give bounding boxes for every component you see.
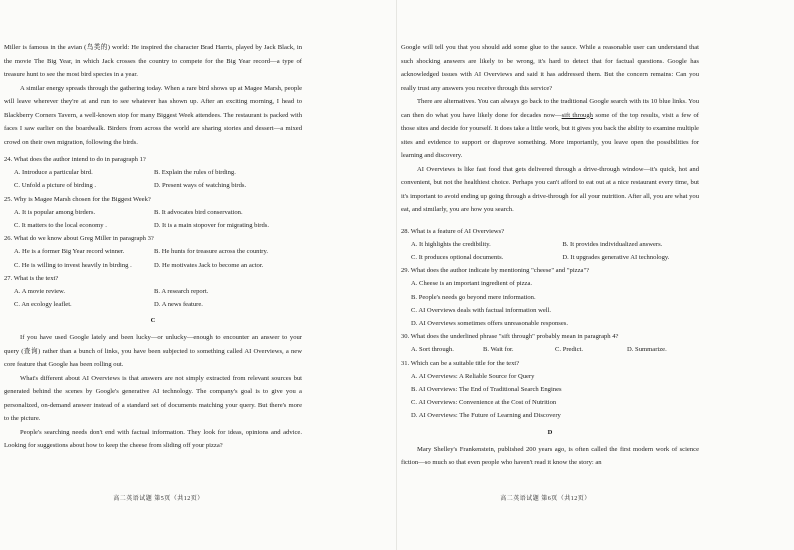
option: D. Summarize. [627,346,667,354]
option: C. AI Overviews deals with factual information well. [411,306,552,314]
question-options [401,343,699,356]
text-span: some of the top results, visit a few of those sites and decide for yourself. It does take a little work, but it gives you back the ability to examine multiple sites and evidence to support or disprove something. More importantly, you leave open the possibilities for learning and discovery. [401,111,699,159]
option: A. A movie review. [14,288,66,296]
option: A. AI Overviews: A Reliable Source for Query [411,372,535,380]
option: B. AI Overviews: The End of Traditional Search Engines [411,385,562,393]
question-options [4,166,302,179]
option: A. Cheese is an important ingredient of pizza. [411,280,533,288]
option: C. It matters to the local economy . [14,222,107,230]
option: B. He hunts for treasure across the country. [154,248,269,256]
question-stem: 29. What does the author indicate by mentioning "cheese" and "pizza"? [401,267,590,275]
option: C. He is willing to invest heavily in birding . [14,261,132,269]
question-options [4,219,302,232]
option: D. It upgrades generative AI technology. [562,253,670,261]
right-page [397,0,794,550]
option: A. It highlights the credibility. [411,240,491,248]
option: B. It provides individualized answers. [562,240,663,248]
underlined-phrase: sift through [561,111,593,119]
option: C. Predict. [555,346,584,354]
option: D. Present ways of watching birds. [154,182,247,190]
option: B. It advocates bird conservation. [154,208,243,216]
option: D. AI Overviews: The Future of Learning and Discovery [411,412,561,420]
question-options [4,285,302,298]
question-options [401,251,699,264]
question-stem: 25. Why is Magee Marsh chosen for the Biggest Week? [4,195,151,203]
question-stem: 26. What do we know about Greg Miller in paragraph 3? [4,235,154,243]
question-options [4,245,302,258]
passage-c-paragraph: AI Overviews is like fast food that gets delivered through a drive-through window—it's quick, hot and convenient, but not the healthiest choice. Perhaps you can't afford to eat out at a nice restaurant every time, but it's important to avoid ending up going through a drive-through for all your nutrition. After all, you are what you eat, and similarly, you are how you search. [401,165,699,213]
option: B. People's needs go beyond mere information. [411,293,536,301]
passage-b-paragraph: A similar energy spreads through the gathering today. When a rare bird shows up at Magee Marsh, people will leave wherever they're at and run to see whatever has shown up. After an exciting morning, I head to Blackberry Corners Tavern, a well-known stop for many Biggest Week attendees. The restaurant is packed with faces I saw earlier on the boardwalk. Birders from across the world are sharing stories and dessert—a mixed crowd on their own migration, following the birds. [4,84,302,146]
passage-c-paragraph: If you have used Google lately and been lucky—or unlucky—enough to encounter an answer to your query (查询) rather than a bunch of links, you have been subjected to something called AI Overviews, a new core feature that Google has been rolling out. [4,334,302,369]
question-stem: 28. What is a feature of AI Overviews? [401,227,505,235]
right-column [401,41,699,470]
page-footer: 高二英语试题 第5页（共12页） [113,496,204,502]
option: C. An ecology leaflet. [14,301,72,309]
passage-c-paragraph: Google will tell you that you should add some glue to the sauce. While a reasonable user can understand that such shocking answers are likely to be wrong, it's hard to detect that for factual questions. Google has acknowledged issues with AI Overviews and said it has addressed them. But the concern remains: Can you really trust any answers you receive through this service? [401,44,699,92]
option: C. AI Overviews: Convenience at the Cost of Nutrition [411,399,557,407]
option: B. Explain the rules of birding. [154,169,236,177]
option: B. A research report. [154,288,209,296]
section-label: C [150,317,156,325]
question-options [4,179,302,192]
option: D. He motivates Jack to become an actor. [154,261,264,269]
passage-c-paragraph: People's searching needs don't end with factual information. They look for ideas, opinions and advice. Looking for suggestions about how to keep the cheese from sliding off your pizza? [4,428,302,450]
section-label: D [547,428,553,436]
option: B. Wait for. [483,346,514,354]
page-footer: 高二英语试题 第6页（共12页） [500,496,591,502]
option: A. He is a former Big Year record winner. [14,248,125,256]
passage-b-paragraph: Miller is famous in the avian (鸟类的) world: He inspired the character Brad Harris, played by Jack Black, in the movie The Big Year, in which Jack crosses the country to compete for the Big Year record—a type of treasure hunt to see the most bird species in a year. [4,44,302,78]
option: D. A news feature. [154,301,203,309]
option: A. Introduce a particular bird. [14,169,93,177]
question-options [4,298,302,311]
option: C. It produces optional documents. [411,253,504,261]
question-stem: 31. Which can be a suitable title for the text? [401,359,520,367]
option: A. It is popular among birders. [14,208,96,216]
question-stem: 24. What does the author intend to do in paragraph 1? [4,156,146,163]
passage-d-paragraph: Mary Shelley's Frankenstein, published 200 years ago, is often called the first modern work of science fiction—so much so that even people who haven't read it know the story: an [401,445,699,467]
left-column [4,41,302,453]
option: A. Sort through. [411,346,454,354]
text-span: There are alternatives. You can always go back to the traditional Google search with its 10 blue links. You can then do what you have likely done for decades now— [401,98,699,119]
option: D. It is a main stopover for migrating birds. [154,222,270,230]
question-options [4,206,302,219]
question-options [4,259,302,272]
passage-c-paragraph: What's different about AI Overviews is that answers are not simply extracted from relevant sources but generated behind the scenes by Google's generative AI technology. The company's goal is to give you a personalized, on-demand answer instead of a standard set of documents matching your query. But there's more to the picture. [4,374,302,423]
option: D. AI Overviews sometimes offers unreasonable responses. [411,319,568,327]
question-stem: 27. What is the text? [4,274,59,282]
passage-c-paragraph [401,95,699,163]
question-options [401,238,699,251]
option: C. Unfold a picture of birding . [14,182,97,190]
question-stem: 30. What does the underlined phrase "sift through" probably mean in paragraph 4? [401,333,619,341]
